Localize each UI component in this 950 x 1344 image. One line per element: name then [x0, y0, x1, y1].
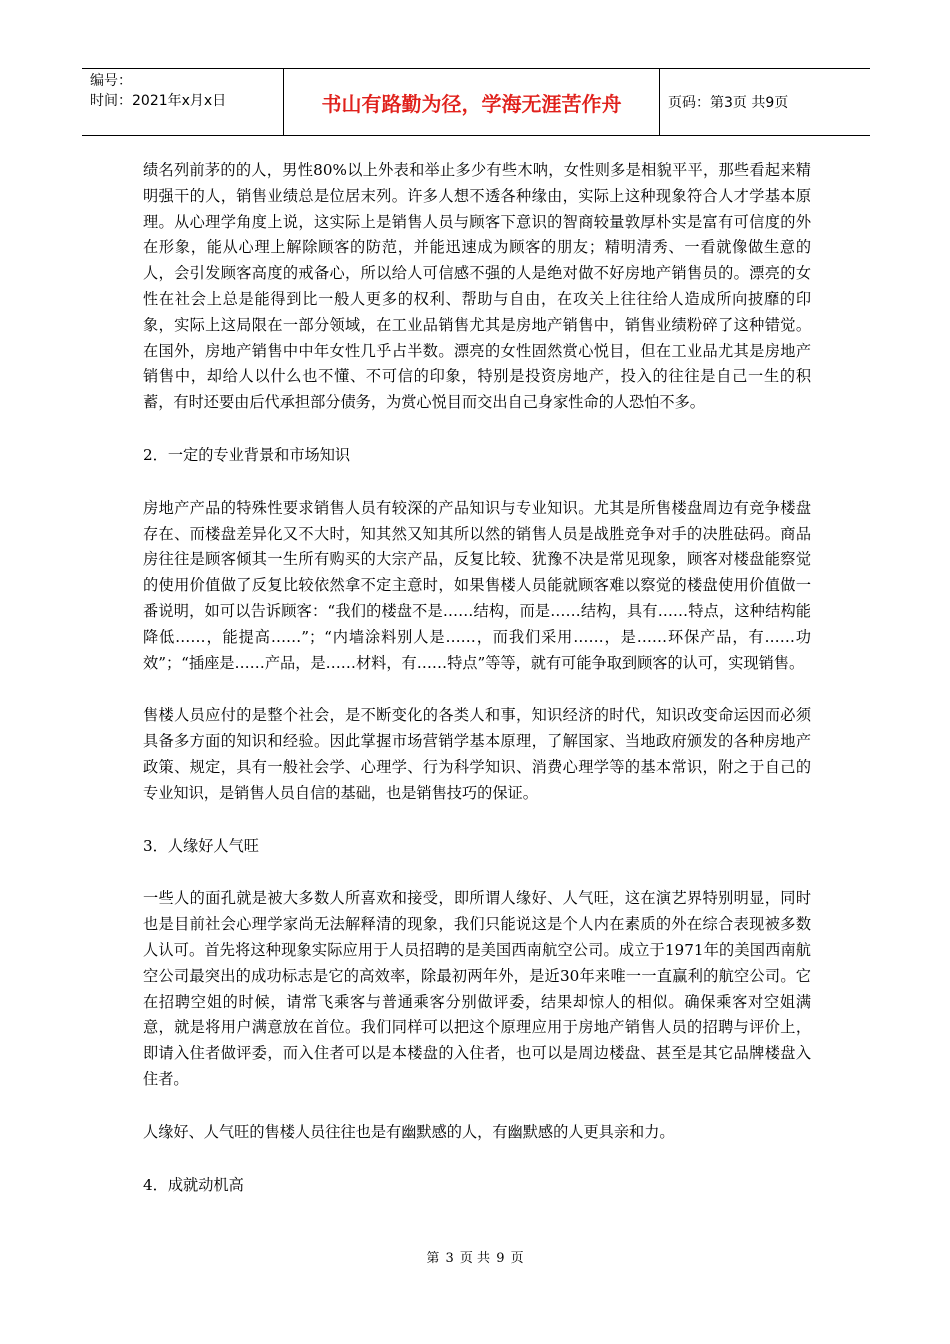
footer-suffix: 页 — [510, 1251, 524, 1266]
footer-prefix: 第 — [426, 1251, 440, 1266]
footer-total-pages: 9 — [496, 1251, 505, 1266]
header-meta-cell — [82, 69, 284, 135]
footer-middle: 页 共 — [459, 1251, 491, 1266]
body-paragraph: 人缘好、人气旺的售楼人员往往也是有幽默感的人，有幽默感的人更具亲和力。 — [143, 1122, 675, 1141]
body-paragraph: 售楼人员应付的是整个社会，是不断变化的各类人和事，知识经济的时代，知识改变命运因而必须具备多方面的知识和经验。因此掌握市场营销学基本原理，了解国家、当地政府颁发的各种房地产政策、规定，具有一般社会学、心理学、行为科学知识、消费心理学等的基本常识，附之于自己的专业知识，是销售人员自信的基础，也是销售技巧的保证。 — [143, 706, 811, 802]
body-paragraph: 绩名列前茅的的人，男性80%以上外表和举止多少有些木呐，女性则多是相貌平平，那些看起来精明强干的人，销售业绩总是位居末列。许多人想不透各种缘由，实际上这种现象符合人才学基本原理。从心理学角度上说，这实际上是销售人员与顾客下意识的智商较量敦厚朴实是富有可信度的外在形象，能从心理上解除顾客的防范，并能迅速成为顾客的朋友；精明清秀、一看就像做生意的人，会引发顾客高度的戒备心，所以给人可信感不强的人是绝对做不好房地产销售员的。漂亮的女性在社会上总是能得到比一般人更多的权利、帮助与自由，在攻关上往往给人造成所向披靡的印象，实际上这局限在一部分领域，在工业品销售尤其是房地产销售中，销售业绩粉碎了这种错觉。在国外，房地产销售中中年女性几乎占半数。漂亮的女性固然赏心悦目，但在工业品尤其是房地产销售中，却给人以什么也不懂、不可信的印象，特别是投资房地产，投入的往往是自己一生的积蓄，有时还要由后代承担部分债务，为赏心悦目而交出自己身家性命的人恐怕不多。 — [143, 161, 811, 412]
footer-page-number: 3 — [445, 1251, 454, 1266]
body-paragraph: 一些人的面孔就是被大多数人所喜欢和接受，即所谓人缘好、人气旺，这在演艺界特别明显，同时也是目前社会心理学家尚无法解释清的现象，我们只能说这是个人内在素质的外在综合表现被多数人认可。首先将这种现象实际应用于人员招聘的是美国西南航空公司。成立于1971年的美国西南航空公司最突出的成功标志是它的高效率，除最初两年外，是近30年来唯一一直赢利的航空公司。它在招聘空姐的时候，请常飞乘客与普通乘客分别做评委，结果却惊人的相似。确保乘客对空姐满意，就是将用户满意放在首位。我们同样可以把这个原理应用于房地产销售人员的招聘与评价上，即请入住者做评委，而入住者可以是本楼盘的入住者，也可以是周边楼盘、甚至是其它品牌楼盘入住者。 — [143, 889, 811, 1088]
header-motto: 书山有路勤为径，学海无涯苦作舟 — [284, 69, 660, 135]
date-label: 时间：2021年x月x日 — [90, 93, 227, 109]
section-heading: 2．一定的专业背景和市场知识 — [143, 445, 351, 464]
serial-label: 编号： — [90, 73, 132, 89]
section-heading: 3．人缘好人气旺 — [143, 836, 259, 855]
page-footer — [0, 1247, 950, 1266]
header-page-label: 页码：第3页 共9页 — [668, 95, 789, 111]
section-heading: 4．成就动机高 — [143, 1175, 244, 1194]
body-paragraph: 房地产产品的特殊性要求销售人员有较深的产品知识与专业知识。尤其是所售楼盘周边有竞争楼盘存在、而楼盘差异化又不大时，知其然又知其所以然的销售人员是战胜竞争对手的决胜砝码。商品房往往是顾客倾其一生所有购买的大宗产品，反复比较、犹豫不决是常见现象，顾客对楼盘能察觉的使用价值做了反复比较依然拿不定主意时，如果售楼人员能就顾客难以察觉的楼盘使用价值做一番说明，如可以告诉顾客：“我们的楼盘不是……结构，而是……结构，具有……特点，这种结构能降低……，能提高……”；“内墙涂料别人是……，而我们采用……，是……环保产品，有……功效”；“插座是……产品，是……材料，有……特点”等等，就有可能争取到顾客的认可，实现销售。 — [143, 498, 811, 672]
header-table — [82, 68, 870, 136]
document-body — [143, 158, 811, 1225]
